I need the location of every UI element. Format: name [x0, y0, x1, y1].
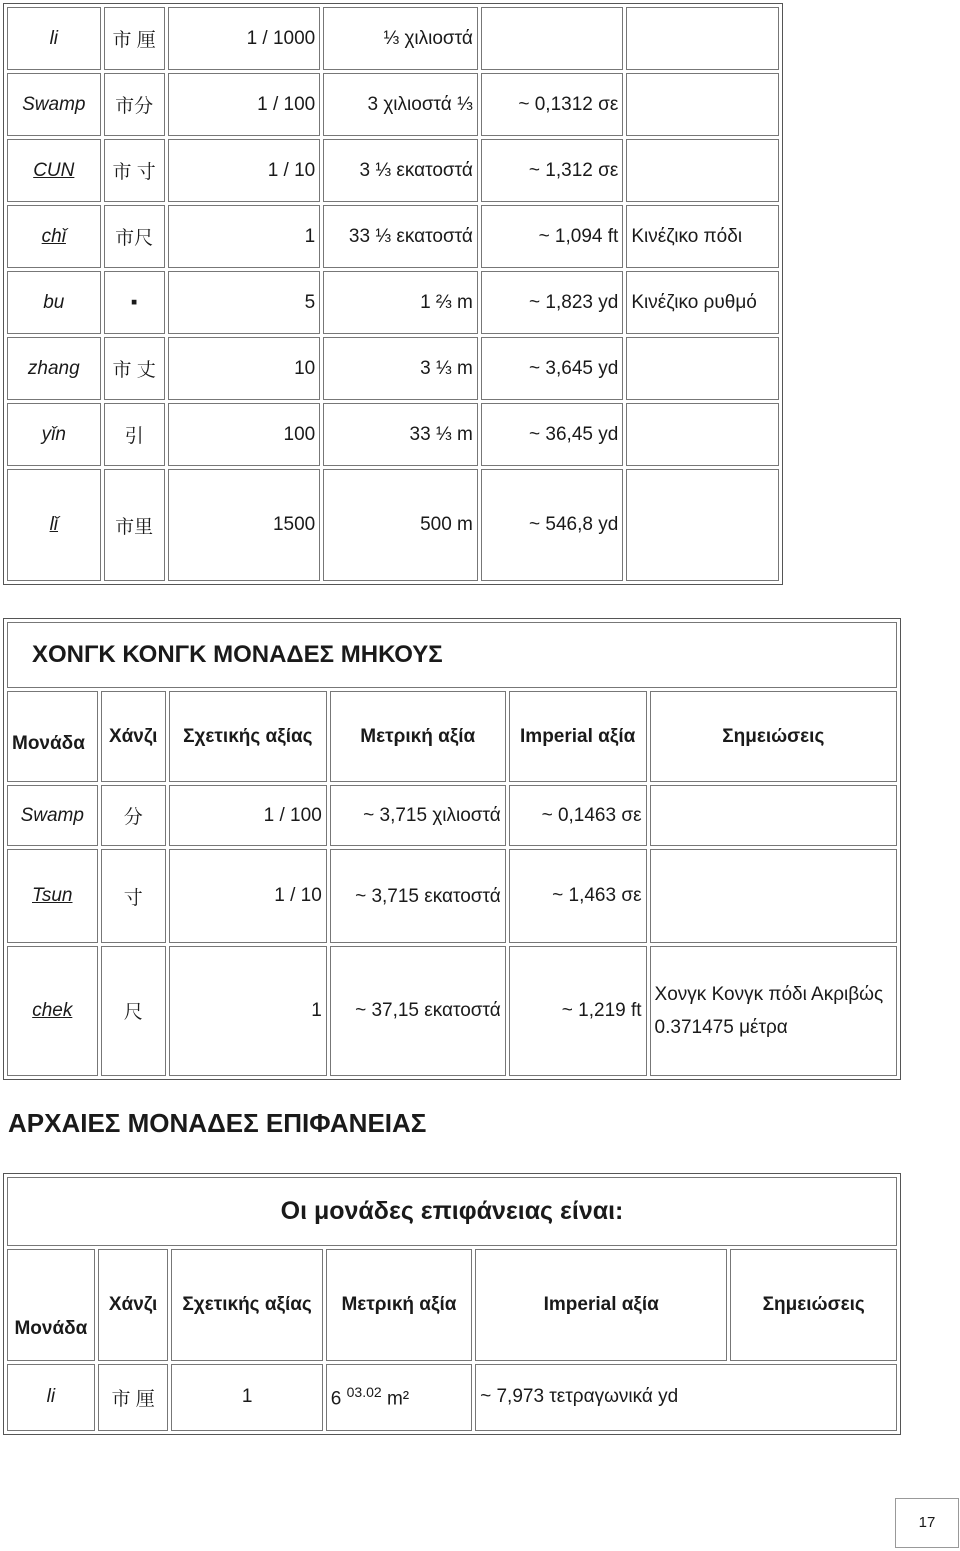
- cell-hanzi: 市分: [104, 73, 165, 136]
- cell-notes: [626, 7, 779, 70]
- cell-notes: [626, 469, 779, 581]
- cell-notes: [626, 403, 779, 466]
- cell-imperial: ~ 0,1312 σε: [481, 73, 623, 136]
- cell-metric: 3 ⅓ m: [323, 337, 478, 400]
- cell-hanzi: 市 丈: [104, 337, 165, 400]
- cell-relative: 1 / 10: [169, 849, 327, 942]
- cell-relative: 10: [168, 337, 321, 400]
- cell-unit: Swamp: [7, 73, 101, 136]
- cell-unit: lǐ: [7, 469, 101, 581]
- table-row: [7, 7, 779, 70]
- cell-unit: bu: [7, 271, 101, 334]
- table-row: [7, 469, 779, 581]
- cell-relative: 1 / 10: [168, 139, 321, 202]
- cell-relative: 1 / 100: [168, 73, 321, 136]
- area-units-table: [3, 1173, 901, 1435]
- header-notes: Σημειώσεις: [730, 1249, 897, 1361]
- table-row: [7, 139, 779, 202]
- cell-imperial: ~ 1,312 σε: [481, 139, 623, 202]
- cell-metric: 1 ⅔ m: [323, 271, 478, 334]
- cell-unit: li: [7, 1364, 95, 1431]
- cell-hanzi: 市 寸: [104, 139, 165, 202]
- cell-metric: 500 m: [323, 469, 478, 581]
- cell-unit: chǐ: [7, 205, 101, 268]
- cell-unit: li: [7, 7, 101, 70]
- header-unit: Μονάδα: [7, 1249, 95, 1361]
- cell-hanzi: 市 厘: [104, 7, 165, 70]
- cell-unit: zhang: [7, 337, 101, 400]
- header-hanzi: Χάνζι: [101, 691, 166, 782]
- header-hanzi: Χάνζι: [98, 1249, 169, 1361]
- table-row: [7, 1364, 897, 1431]
- table-title: ΧΟΝΓΚ ΚΟΝΓΚ ΜΟΝΑΔΕΣ ΜΗΚΟΥΣ: [7, 622, 897, 688]
- cell-notes: [626, 73, 779, 136]
- cell-relative: 100: [168, 403, 321, 466]
- cell-unit: Swamp: [7, 785, 98, 846]
- cell-relative: 5: [168, 271, 321, 334]
- table-row: [7, 403, 779, 466]
- header-metric: Μετρική αξία: [326, 1249, 472, 1361]
- cell-metric: ~ 3,715 εκατοστά: [330, 849, 506, 942]
- table-row: [7, 205, 779, 268]
- cell-relative: 1500: [168, 469, 321, 581]
- cell-unit: CUN: [7, 139, 101, 202]
- cell-notes: Χονγκ Κονγκ πόδι Ακριβώς 0.371475 μέτρα: [650, 946, 897, 1076]
- cell-hanzi: 市尺: [104, 205, 165, 268]
- cell-metric: 33 ⅓ m: [323, 403, 478, 466]
- cell-imperial: ~ 3,645 yd: [481, 337, 623, 400]
- cell-imperial: ~ 7,973 τετραγωνικά yd: [475, 1364, 897, 1431]
- cell-relative: 1: [171, 1364, 322, 1431]
- table-row: [7, 73, 779, 136]
- cell-imperial: ~ 0,1463 σε: [509, 785, 647, 846]
- header-imperial: Imperial αξία: [509, 691, 647, 782]
- cell-hanzi: 市里: [104, 469, 165, 581]
- cell-metric: 3 χιλιοστά ⅓: [323, 73, 478, 136]
- cell-notes: [626, 337, 779, 400]
- legacy-units-table: [3, 3, 783, 585]
- cell-hanzi: 市 厘: [98, 1364, 169, 1431]
- cell-unit: chek: [7, 946, 98, 1076]
- cell-imperial: ~ 546,8 yd: [481, 469, 623, 581]
- cell-imperial: ~ 1,463 σε: [509, 849, 647, 942]
- cell-imperial: [481, 7, 623, 70]
- table-row: [7, 849, 897, 942]
- cell-relative: 1: [168, 205, 321, 268]
- cell-metric: ⅓ χιλιοστά: [323, 7, 478, 70]
- header-metric: Μετρική αξία: [330, 691, 506, 782]
- cell-imperial: ~ 1,219 ft: [509, 946, 647, 1076]
- cell-relative: 1 / 1000: [168, 7, 321, 70]
- cell-hanzi: 尺: [101, 946, 166, 1076]
- cell-hanzi: ▪: [104, 271, 165, 334]
- cell-notes: [650, 785, 897, 846]
- table-row: [7, 337, 779, 400]
- header-notes: Σημειώσεις: [650, 691, 897, 782]
- cell-notes: Κινέζικο πόδι: [626, 205, 779, 268]
- cell-metric: 3 ⅓ εκατοστά: [323, 139, 478, 202]
- header-imperial: Imperial αξία: [475, 1249, 727, 1361]
- cell-notes: Κινέζικο ρυθμό: [626, 271, 779, 334]
- cell-metric: 33 ⅓ εκατοστά: [323, 205, 478, 268]
- table-row: [7, 946, 897, 1076]
- cell-metric: ~ 37,15 εκατοστά: [330, 946, 506, 1076]
- cell-hanzi: 分: [101, 785, 166, 846]
- cell-relative: 1 / 100: [169, 785, 327, 846]
- cell-unit: Tsun: [7, 849, 98, 942]
- table-row: [7, 271, 779, 334]
- section-heading: ΑΡΧΑΙΕΣ ΜΟΝΑΔΕΣ ΕΠΙΦΑΝΕΙΑΣ: [8, 1108, 427, 1138]
- page-number: 17: [895, 1498, 959, 1548]
- cell-hanzi: 寸: [101, 849, 166, 942]
- cell-notes: [650, 849, 897, 942]
- hong-kong-length-units-table: [3, 618, 901, 1080]
- cell-imperial: ~ 1,094 ft: [481, 205, 623, 268]
- cell-relative: 1: [169, 946, 327, 1076]
- table-title: Οι μονάδες επιφάνειας είναι:: [7, 1177, 897, 1246]
- cell-metric: 6 $^{03.02}$ m²: [326, 1364, 472, 1431]
- header-relative: Σχετικής αξίας: [171, 1249, 322, 1361]
- header-unit: Μονάδα: [7, 691, 98, 782]
- cell-metric: ~ 3,715 χιλιοστά: [330, 785, 506, 846]
- cell-imperial: ~ 36,45 yd: [481, 403, 623, 466]
- header-relative: Σχετικής αξίας: [169, 691, 327, 782]
- cell-imperial: ~ 1,823 yd: [481, 271, 623, 334]
- table-row: [7, 785, 897, 846]
- cell-hanzi: 引: [104, 403, 165, 466]
- cell-unit: yǐn: [7, 403, 101, 466]
- cell-notes: [626, 139, 779, 202]
